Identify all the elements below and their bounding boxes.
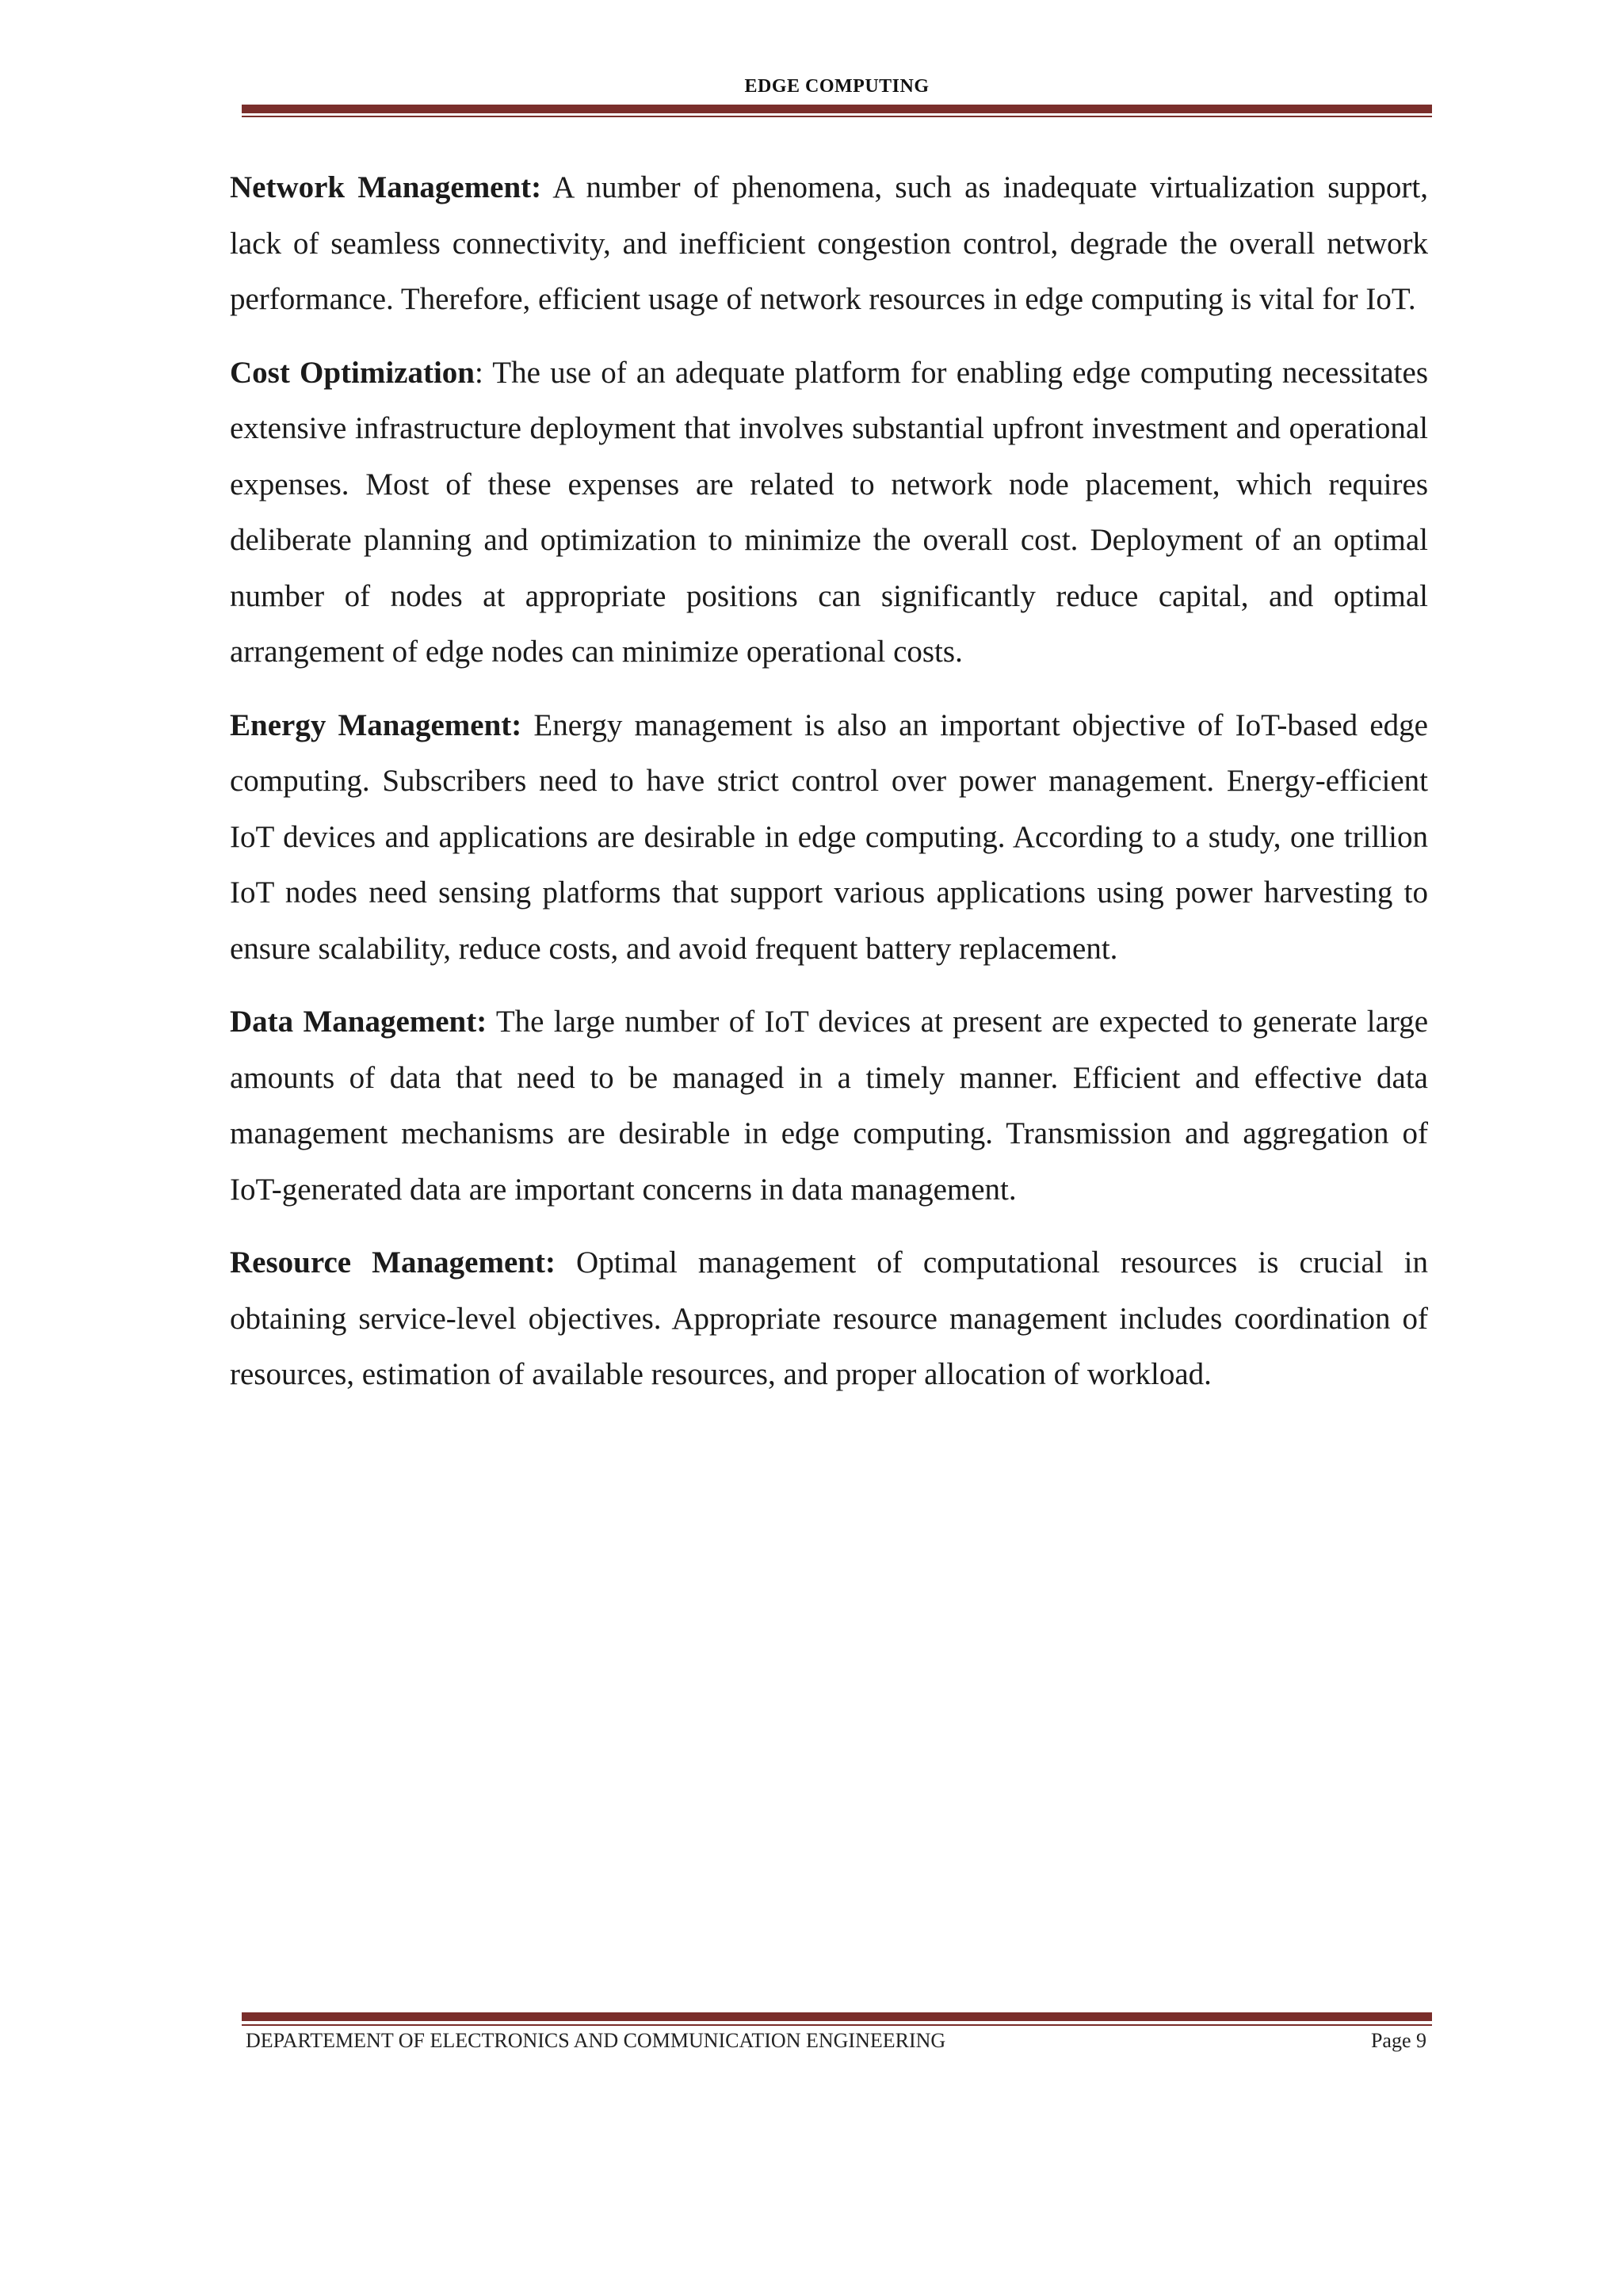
- footer-rule-thick: [242, 2012, 1432, 2021]
- section-heading: Network Management:: [230, 170, 542, 204]
- section-cost-optimization: [230, 345, 1428, 681]
- header-title: EDGE COMPUTING: [744, 76, 930, 97]
- section-data-management: [230, 994, 1428, 1218]
- section-heading: Cost Optimization: [230, 355, 475, 390]
- header-rule: [242, 105, 1432, 117]
- page-body: [230, 160, 1428, 1421]
- header-rule-thick: [242, 105, 1432, 113]
- section-text: Optimal management of computational resources is crucial in obtaining service-level objectives. Appropriate resource management includes coordination of resources, estimation of available resources, and proper allocation of workload.: [230, 1245, 1428, 1391]
- section-text: Energy management is also an important objective of IoT-based edge computing. Subscribers need to have strict control over power management. Energy-efficient IoT devices and applications are desirable in edge computing. According to a study, one trillion IoT nodes need sensing platforms that support various applications using power harvesting to ensure scalability, reduce costs, and avoid frequent battery replacement.: [230, 707, 1428, 966]
- footer-rule: [242, 2012, 1432, 2026]
- section-heading: Data Management:: [230, 1005, 487, 1039]
- footer-rule-thin: [242, 2024, 1432, 2026]
- header-rule-thin: [242, 116, 1432, 117]
- section-heading: Energy Management:: [230, 707, 522, 742]
- page-number: Page 9: [1370, 2029, 1426, 2052]
- section-text: The large number of IoT devices at present are expected to generate large amounts of data that need to be managed in a timely manner. Efficient and effective data management mechanisms are desirable in edge computing. Transmission and aggregation of IoT-generated data are important concerns in data management.: [230, 1005, 1428, 1207]
- section-resource-management: [230, 1235, 1428, 1403]
- footer-department: DEPARTEMENT OF ELECTRONICS AND COMMUNICATION ENGINEERING: [246, 2029, 946, 2052]
- page-header: [242, 76, 1432, 97]
- section-energy-management: [230, 698, 1428, 978]
- section-network-management: [230, 160, 1428, 328]
- section-heading: Resource Management:: [230, 1245, 556, 1280]
- section-text: A number of phenomena, such as inadequate virtualization support, lack of seamless connectivity, and inefficient congestion control, degrade the overall network performance. Therefore, efficient usage of network resources in edge computing is vital for IoT.: [230, 170, 1428, 316]
- section-text: : The use of an adequate platform for enabling edge computing necessitates extensive infrastructure deployment that involves substantial upfront investment and operational expenses. Most of these expenses are related to network node placement, which requires deliberate planning and optimization to minimize the overall cost. Deployment of an optimal number of nodes at appropriate positions can significantly reduce capital, and optimal arrangement of edge nodes can minimize operational costs.: [230, 355, 1428, 669]
